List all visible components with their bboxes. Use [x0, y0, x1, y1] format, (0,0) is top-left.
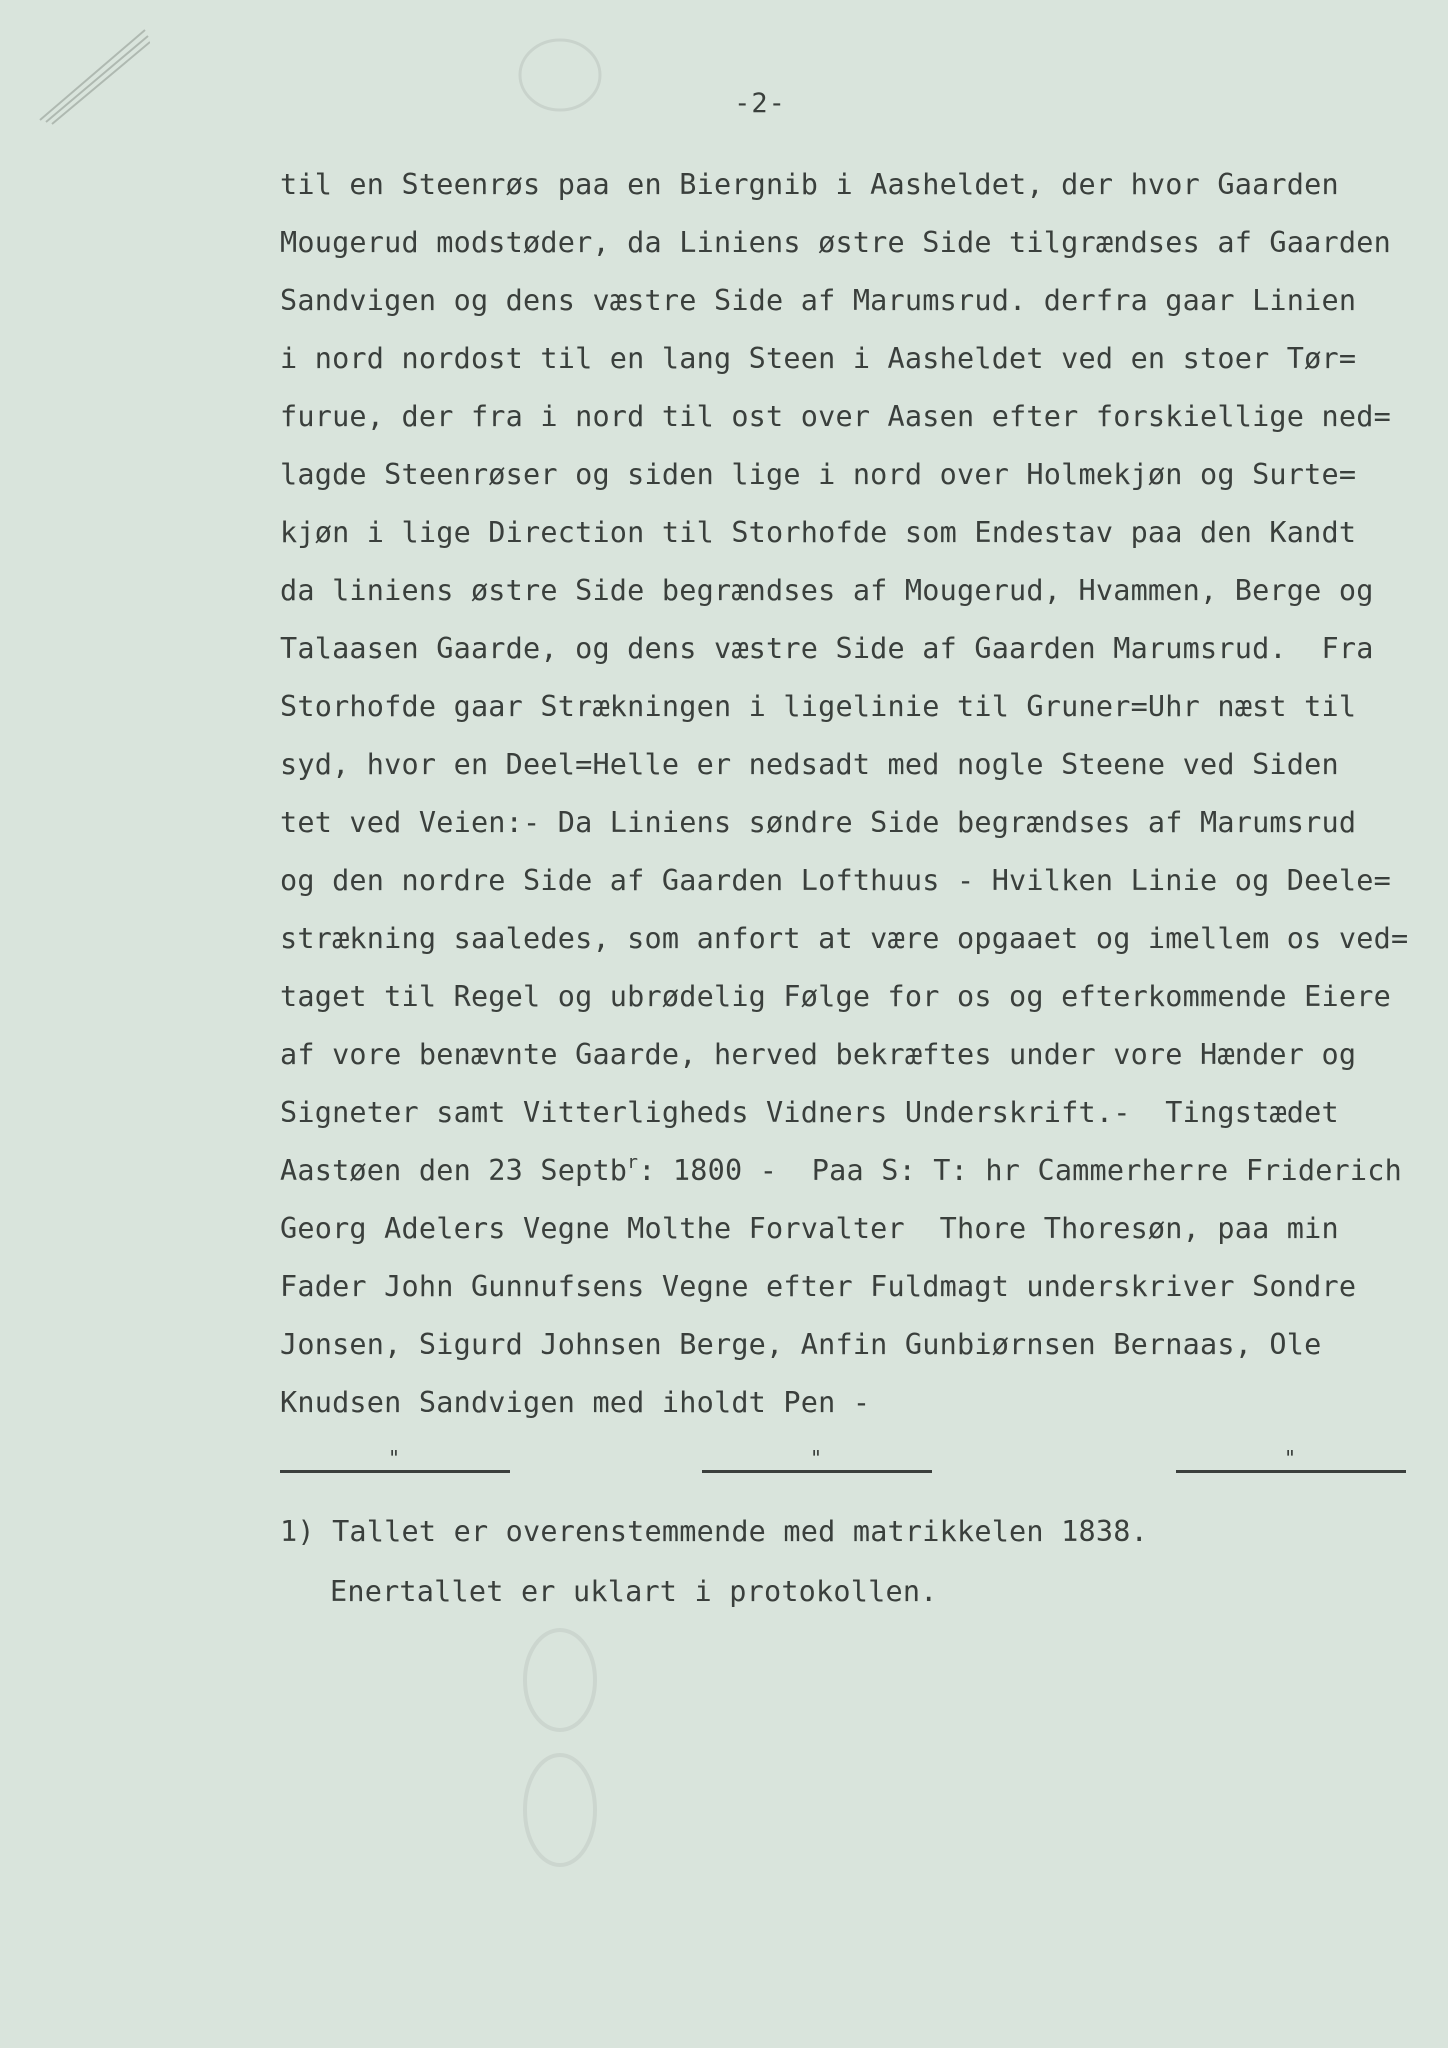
- ditto-mark: ": [1284, 1446, 1297, 1470]
- text-line: lagde Steenrøser og siden lige i nord over Holmekjøn og Surte=: [280, 458, 1357, 491]
- footnote-line: [280, 1502, 1380, 1562]
- date-line: [280, 1142, 1440, 1200]
- text-line: i nord nordost til en lang Steen i Aasheldet ved en stoer Tør=: [280, 342, 1357, 375]
- text-line: da liniens østre Side begrændses af Mougerud, Hvammen, Berge og: [280, 574, 1374, 607]
- text-line: syd, hvor en Deel=Helle er nedsadt med nogle Steene ved Siden: [280, 748, 1339, 781]
- text-line: furue, der fra i nord til ost over Aasen efter forskiellige ned=: [280, 400, 1391, 433]
- text-line: af vore benævnte Gaarde, herved bekræftes under vore Hænder og: [280, 1038, 1357, 1071]
- footnote-line: Enertallet er uklart i protokollen.: [330, 1575, 938, 1608]
- bleed-through-mark: [490, 1620, 630, 1940]
- letter-body: [280, 156, 1440, 1432]
- text-line: Jonsen, Sigurd Johnsen Berge, Anfin Gunbiørnsen Bernaas, Ole: [280, 1328, 1322, 1361]
- ditto-mark: ": [388, 1446, 401, 1470]
- footnote-text: Tallet er overenstemmende med matrikkelen 1838.: [332, 1515, 1148, 1548]
- text-line: Fader John Gunnufsens Vegne efter Fuldmagt underskriver Sondre: [280, 1270, 1357, 1303]
- ditto-mark: ": [810, 1446, 823, 1470]
- date-line-end: : 1800 - Paa S: T: hr Cammerherre Friderich: [638, 1154, 1402, 1187]
- text-line: tet ved Veien:- Da Liniens søndre Side begrændses af Marumsrud: [280, 806, 1357, 839]
- page-number: -2-: [734, 88, 786, 119]
- signature-rule: [280, 1446, 510, 1473]
- text-line: Mougerud modstøder, da Liniens østre Side tilgrændses af Gaarden: [280, 226, 1391, 259]
- text-line: og den nordre Side af Gaarden Lofthuus - Hvilken Linie og Deele=: [280, 864, 1391, 897]
- date-line-start: Aastøen den 23 Septb: [280, 1154, 628, 1187]
- text-line: Signeter samt Vitterligheds Vidners Underskrift.- Tingstædet: [280, 1096, 1339, 1129]
- text-line: Sandvigen og dens væstre Side af Marumsrud. derfra gaar Linien: [280, 284, 1357, 317]
- signature-rule: [702, 1446, 932, 1473]
- text-line: Knudsen Sandvigen med iholdt Pen -: [280, 1386, 871, 1419]
- footnote: [280, 1502, 1380, 1622]
- text-line: taget til Regel og ubrødelig Følge for os og efterkommende Eiere: [280, 980, 1391, 1013]
- footnote-marker: 1): [280, 1515, 315, 1548]
- text-line: kjøn i lige Direction til Storhofde som Endestav paa den Kandt: [280, 516, 1357, 549]
- signature-rule: [1176, 1446, 1406, 1473]
- text-line: til en Steenrøs paa en Biergnib i Aasheldet, der hvor Gaarden: [280, 168, 1339, 201]
- text-line: Georg Adelers Vegne Molthe Forvalter Thore Thoresøn, paa min: [280, 1212, 1339, 1245]
- text-line: Storhofde gaar Strækningen i ligelinie til Gruner=Uhr næst til: [280, 690, 1357, 723]
- text-line: strækning saaledes, som anfort at være opgaaet og imellem os ved=: [280, 922, 1409, 955]
- text-line: Talaasen Gaarde, og dens væstre Side af Gaarden Marumsrud. Fra: [280, 632, 1374, 665]
- date-superscript: r: [627, 1152, 639, 1173]
